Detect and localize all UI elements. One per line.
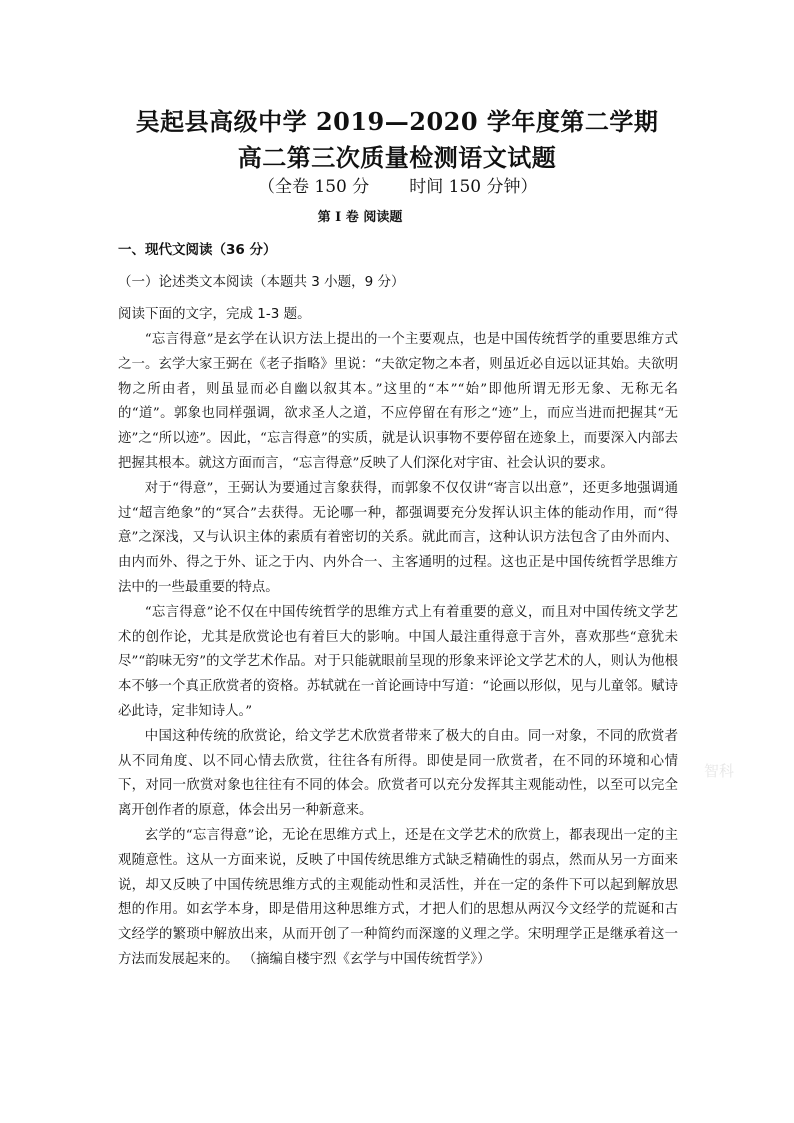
section-title: 第 I 卷 阅读题	[317, 210, 403, 225]
passage-paragraph: “忘言得意”论不仅在中国传统哲学的思维方式上有着重要的意义，而且对中国传统文学艺术的创作论，尤其是欣赏论也有着巨大的影响。中国人最注重得意于言外，喜欢那些“意犹未尽”“韵味无穷”的文学艺术作品。对于只能就眼前呈现的形象来评论文学艺术的人，则认为他根本不够一个真正欣赏者的资格。苏轼就在一首论画诗中写道：“论画以形似，见与儿童邻。赋诗必此诗，定非知诗人。”	[118, 604, 678, 719]
watermark: 智科	[704, 762, 735, 780]
passage-paragraph: “忘言得意”是玄学在认识方法上提出的一个主要观点，也是中国传统哲学的重要思维方式之一。玄学大家王弼在《老子指略》里说：“夫欲定物之本者，则虽近必自远以证其始。夫欲明物之所由者，则虽显而必自幽以叙其本。”这里的“本”“始”即他所谓无形无象、无称无名的“道”。郭象也同样强调，欲求圣人之道，不应停留在有形之“迹”上，而应当进而把握其“无迹”之“所以迹”。因此，“忘言得意”的实质，就是认识事物不要停留在迹象上，而要深入内部去把握其根本。就这方面而言，“忘言得意”反映了人们深化对宇宙、社会认识的要求。	[118, 332, 678, 471]
exam-time-text: 时间 150 分钟）	[409, 177, 538, 197]
exam-title-line-1: 吴起县高级中学 2019—2020 学年度第二学期	[135, 107, 659, 136]
subpart-heading: （一）论述类文本阅读（本题共 3 小题，9 分）	[118, 274, 405, 290]
passage-paragraph: 玄学的“忘言得意”论，无论在思维方式上，还是在文学艺术的欣赏上，都表现出一定的主观随意性。这从一方面来说，反映了中国传统思维方式缺乏精确性的弱点，然而从另一方面来说，却又反映了中国传统思维方式的主观能动性和灵活性，并在一定的条件下可以起到解放思想的作用。如玄学本身，即是借用这种思维方式，才把人们的思想从两汉今文经学的荒诞和古文经学的繁琐中解放出来，从而开创了一种简约而深邃的义理之学。宋明理学正是继承着这一方法而发展起来的。 （摘编自楼宇烈《玄学与中国传统哲学》）	[118, 827, 678, 967]
reading-passage	[118, 328, 678, 973]
exam-title-line-2: 高二第三次质量检测语文试题	[237, 143, 557, 172]
exam-meta	[258, 172, 538, 197]
passage-paragraph: 对于“得意”，王弼认为要通过言象获得，而郭象不仅仅讲“寄言以出意”，还更多地强调通过“超言绝象”的“冥合”去获得。无论哪一种，都强调要充分发挥认识主体的能动作用，而“得意”之深浅，又与认识主体的素质有着密切的关系。就此而言，这种认识方法包含了由外而内、由内而外、得之于外、证之于内、内外合一、主客通明的过程。这也正是中国传统哲学思维方法中的一些最重要的特点。	[118, 480, 678, 595]
full-score-text: （全卷 150 分	[258, 177, 370, 197]
passage-paragraph: 中国这种传统的欣赏论，给文学艺术欣赏者带来了极大的自由。同一对象，不同的欣赏者从不同角度、以不同心情去欣赏，往往各有所得。即使是同一欣赏者，在不同的环境和心情下，对同一欣赏对象也往往有不同的体会。欣赏者可以充分发挥其主观能动性，以至可以完全离开创作者的原意，体会出另一种新意来。	[118, 728, 678, 819]
reading-instruction: 阅读下面的文字，完成 1-3 题。	[118, 306, 311, 322]
part-heading: 一、现代文阅读（36 分）	[118, 242, 277, 258]
